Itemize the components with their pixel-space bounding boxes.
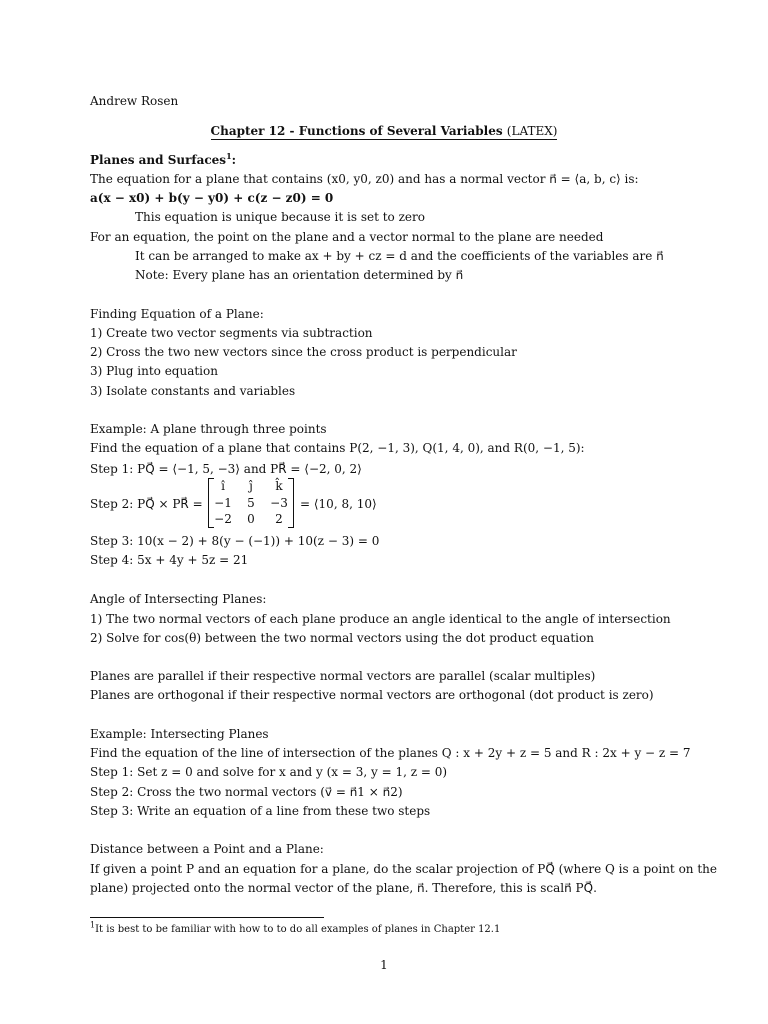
example-1-step-2-right: = ⟨10, 8, 10⟩ (300, 497, 377, 511)
matrix-row (209, 496, 293, 510)
author: Andrew Rosen (90, 94, 179, 108)
matrix-cell: 5 (247, 496, 255, 510)
matrix-cell: −3 (270, 496, 288, 510)
matrix-cell: −2 (214, 512, 232, 526)
intro-line: The equation for a plane that contains (x0, y0, z0) and has a normal vector n⃗ = ⟨a, b, c⟩ is: (90, 172, 639, 186)
finding-step-3: 3) Plug into equation (90, 364, 218, 378)
chapter-title-latex: (LATEX) (506, 124, 558, 138)
angle-step-1: 1) The two normal vectors of each plane produce an angle identical to the angle of intersection (90, 612, 671, 626)
arranged-line: It can be arranged to make ax + by + cz = d and the coefficients of the variables are n⃗ (135, 249, 664, 263)
example-1-step-2-left: Step 2: PQ⃗ × PR⃗ = (90, 497, 203, 511)
plane-equation: a(x − x0) + b(y − y0) + c(z − z0) = 0 (90, 191, 334, 205)
matrix-row (209, 479, 293, 493)
example-1-task: Find the equation of a plane that contains P(2, −1, 3), Q(1, 4, 0), and R(0, −1, 5): (90, 441, 585, 455)
footnote-rule (90, 917, 324, 918)
example-1-step-3: Step 3: 10(x − 2) + 8(y − (−1)) + 10(z − 3) = 0 (90, 534, 380, 548)
finding-heading: Finding Equation of a Plane: (90, 307, 264, 321)
example-1-step-4: Step 4: 5x + 4y + 5z = 21 (90, 553, 249, 567)
example-2-step-3: Step 3: Write an equation of a line from these two steps (90, 804, 431, 818)
chapter-title-main: Chapter 12 - Functions of Several Variables (210, 124, 503, 138)
footnote (90, 922, 500, 937)
cross-product-matrix (208, 478, 294, 528)
matrix-cell: −1 (214, 496, 232, 510)
parallel-line: Planes are parallel if their respective normal vectors are parallel (scalar multiples) (90, 669, 596, 683)
matrix-cell: î (221, 479, 225, 493)
section-heading (90, 153, 236, 168)
needed-line: For an equation, the point on the plane and a vector normal to the plane are needed (90, 230, 604, 244)
matrix-cell: ĵ (249, 479, 253, 493)
distance-line-2: plane) projected onto the normal vector of the plane, n⃗. Therefore, this is scaln⃗ PQ⃗. (90, 881, 597, 895)
section-heading-colon: : (231, 153, 237, 167)
matrix-cell: 0 (247, 512, 255, 526)
chapter-title (0, 124, 768, 139)
footnote-mark: 1 (90, 920, 96, 930)
example-1-heading: Example: A plane through three points (90, 422, 327, 436)
unique-line: This equation is unique because it is set to zero (135, 210, 425, 224)
section-heading-text: Planes and Surfaces (90, 153, 227, 167)
matrix-cell: k̂ (275, 479, 283, 493)
example-1-step-1: Step 1: PQ⃗ = ⟨−1, 5, −3⟩ and PR⃗ = ⟨−2, 0, 2⟩ (90, 462, 362, 476)
example-2-step-2: Step 2: Cross the two normal vectors (v⃗ = n⃗1 × n⃗2) (90, 785, 403, 799)
distance-heading: Distance between a Point and a Plane: (90, 842, 324, 856)
finding-step-1: 1) Create two vector segments via subtraction (90, 326, 373, 340)
matrix-cell: 2 (275, 512, 283, 526)
example-2-step-1: Step 1: Set z = 0 and solve for x and y (x = 3, y = 1, z = 0) (90, 765, 448, 779)
example-2-heading: Example: Intersecting Planes (90, 727, 269, 741)
matrix-row (209, 512, 293, 526)
footnote-ref: 1 (226, 151, 232, 161)
finding-step-4: 3) Isolate constants and variables (90, 384, 296, 398)
footnote-text: It is best to be familiar with how to to do all examples of planes in Chapter 12.1 (95, 924, 501, 935)
finding-step-2: 2) Cross the two new vectors since the cross product is perpendicular (90, 345, 517, 359)
angle-step-2: 2) Solve for cos(θ) between the two normal vectors using the dot product equation (90, 631, 594, 645)
orthogonal-line: Planes are orthogonal if their respective normal vectors are orthogonal (dot product is zero) (90, 688, 654, 702)
note-line: Note: Every plane has an orientation determined by n⃗ (135, 268, 464, 282)
distance-line-1: If given a point P and an equation for a plane, do the scalar projection of PQ⃗ (where Q is a point on the (90, 862, 717, 876)
example-2-task: Find the equation of the line of intersection of the planes Q : x + 2y + z = 5 and R : 2x + y − z = 7 (90, 746, 691, 760)
angle-heading: Angle of Intersecting Planes: (90, 592, 267, 606)
page-number: 1 (380, 958, 388, 972)
